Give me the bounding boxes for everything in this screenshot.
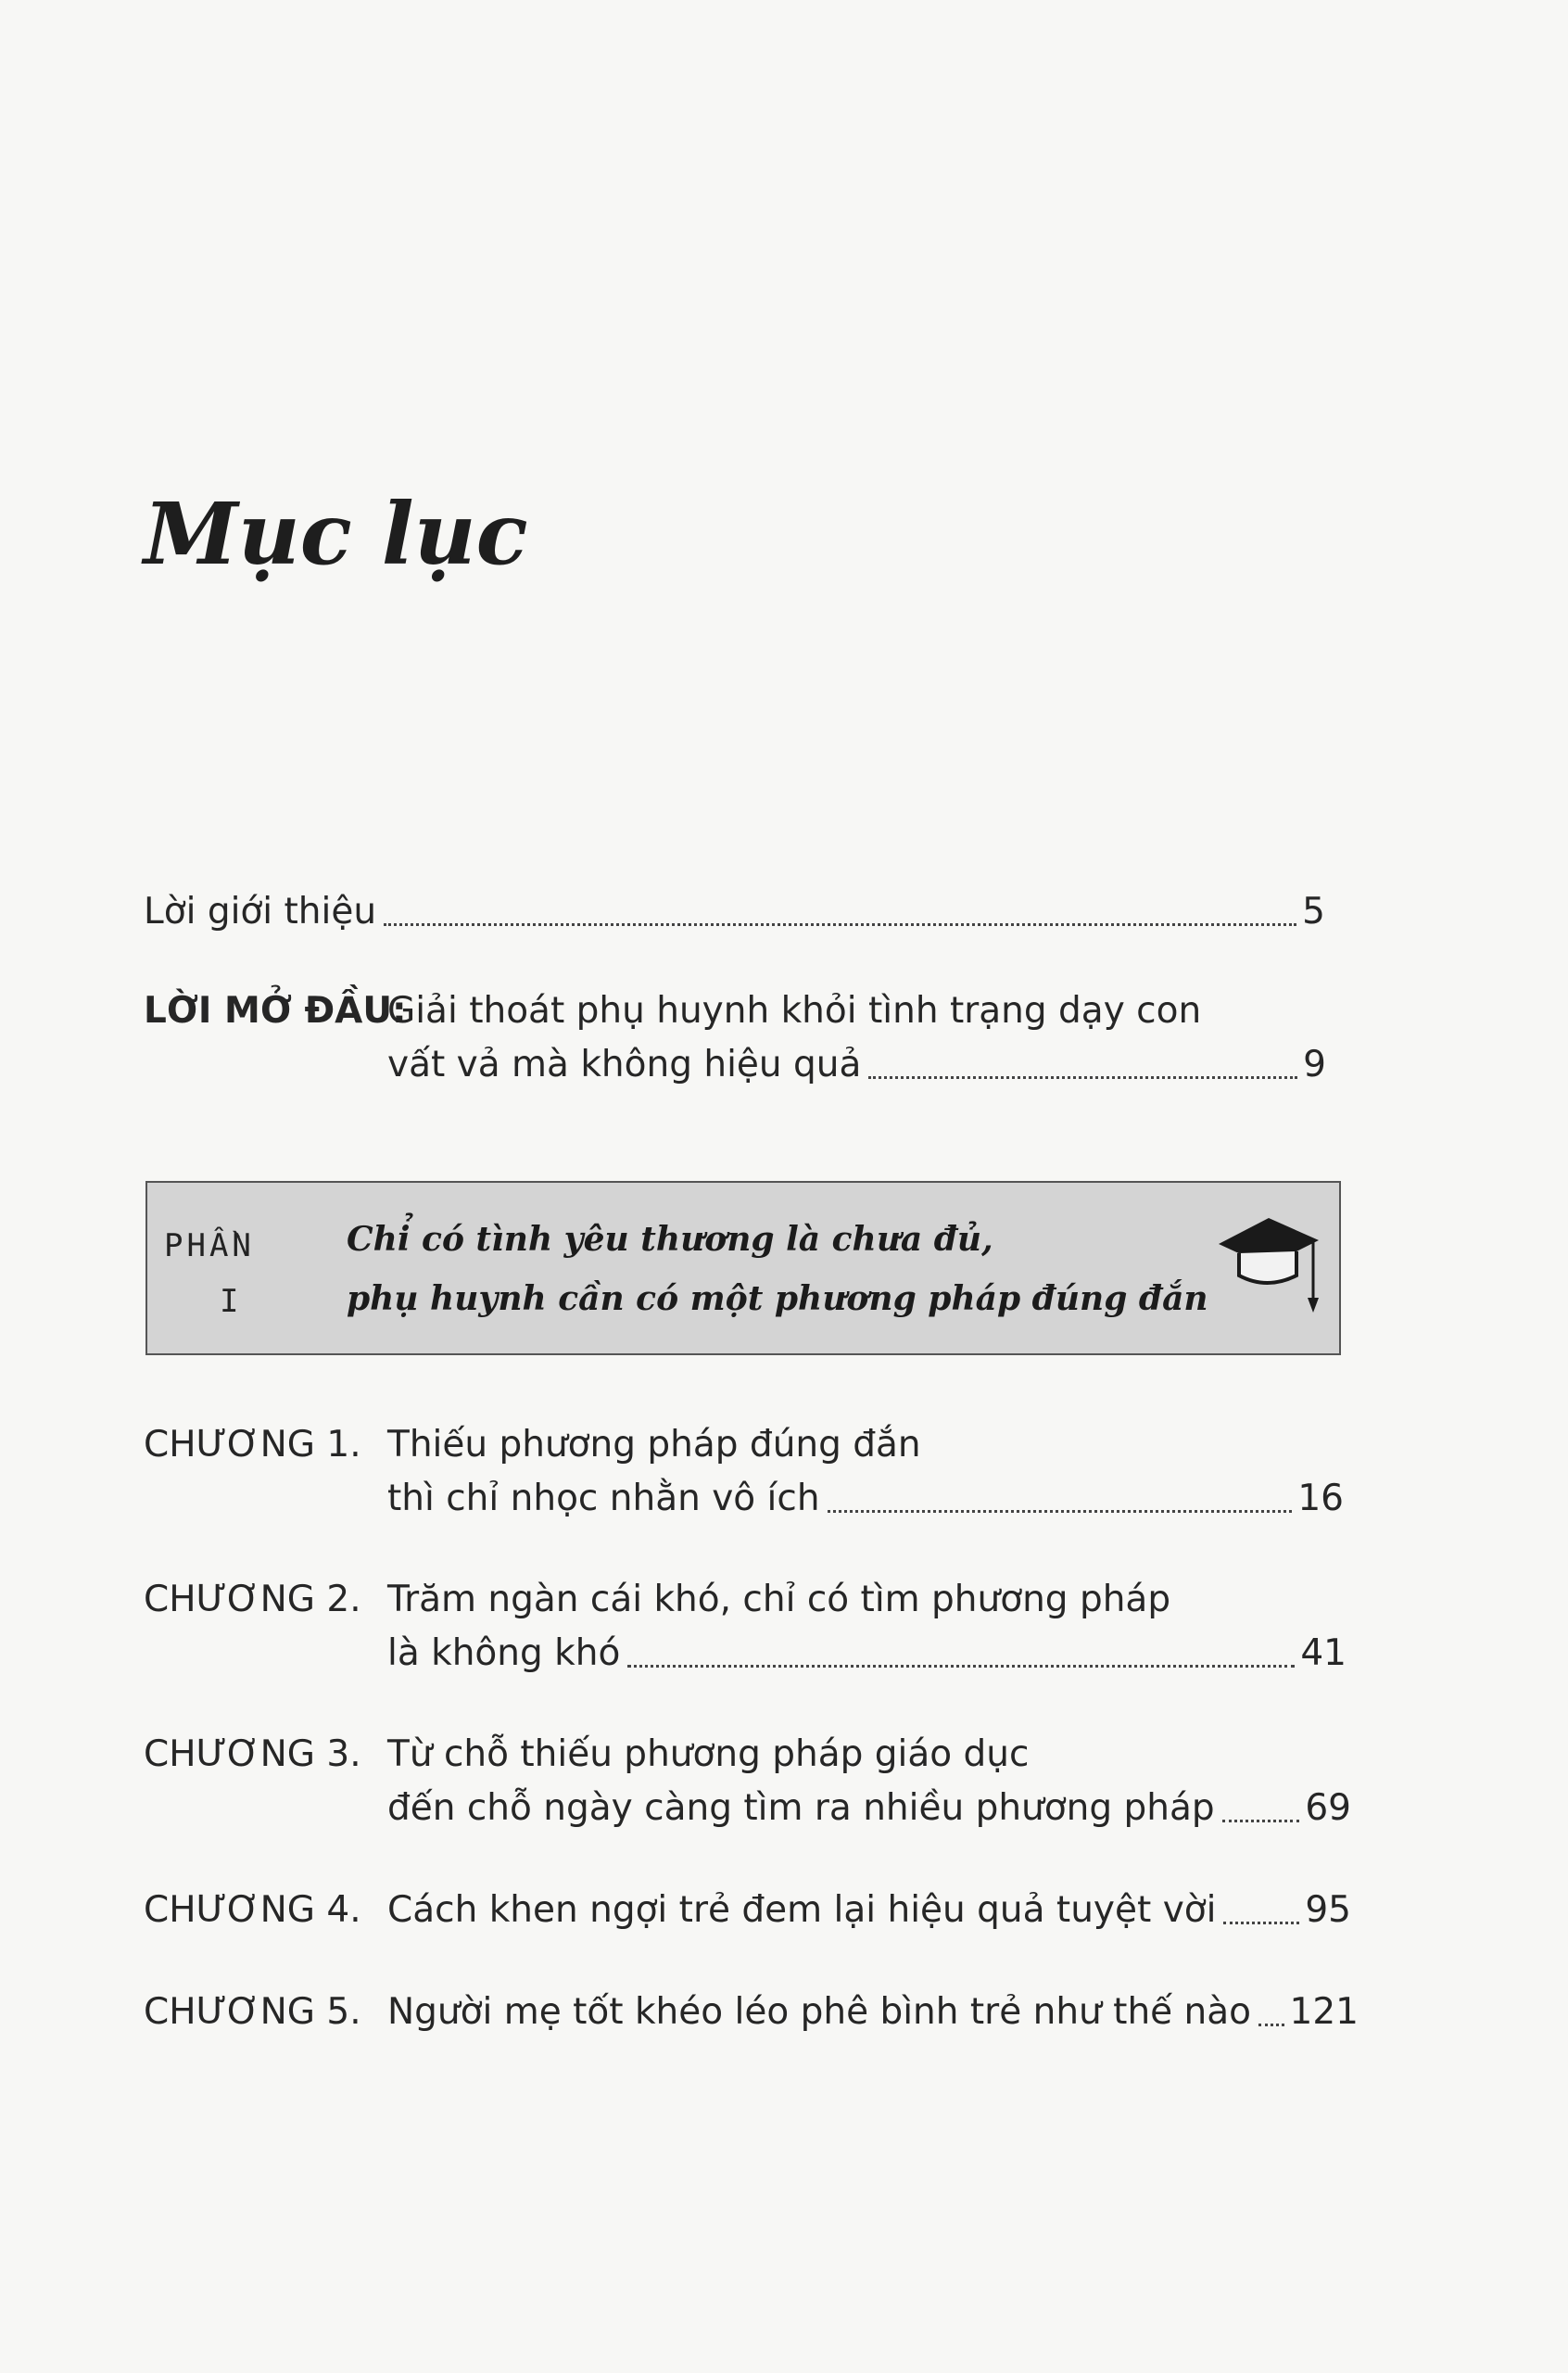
toc-entry-last-line xyxy=(387,1038,1326,1092)
toc-page-number: 69 xyxy=(1305,1787,1351,1829)
toc-page-number: 9 xyxy=(1303,1044,1326,1085)
toc-entry-line: Giải thoát phụ huynh khỏi tình trạng dạy con xyxy=(387,990,1202,1032)
dot-leader xyxy=(1222,1820,1300,1822)
part-title-line-1: Chỉ có tình yêu thương là chưa đủ, xyxy=(347,1220,993,1259)
part-banner xyxy=(145,1181,1341,1355)
toc-entry-chapter-3[interactable] xyxy=(387,1728,1351,1835)
dot-leader xyxy=(1223,1922,1299,1924)
graduation-cap-icon xyxy=(1211,1198,1322,1318)
toc-entry-line: Cách khen ngợi trẻ đem lại hiệu quả tuyệt vời xyxy=(387,1889,1217,1931)
toc-page-number: 5 xyxy=(1302,891,1325,933)
toc-entry-line: là không khó xyxy=(387,1632,621,1674)
toc-entry-last-line xyxy=(387,1782,1351,1835)
toc-entry-last-line xyxy=(387,1627,1347,1681)
toc-entry-chapter-1[interactable] xyxy=(387,1418,1344,1526)
toc-entry-chapter-4[interactable] xyxy=(387,1884,1351,1937)
chapter-label: CHƯƠNG 2. xyxy=(144,1579,361,1620)
toc-entry-chapter-2[interactable] xyxy=(387,1573,1347,1681)
part-label: PHẦN xyxy=(164,1227,255,1264)
toc-entry-line: thì chỉ nhọc nhằn vô ích xyxy=(387,1478,820,1519)
toc-page-number: 121 xyxy=(1289,1991,1359,2033)
page-title: Mục lục xyxy=(144,484,528,584)
toc-entry-label: Lời giới thiệu xyxy=(144,891,377,933)
toc-entry-line: đến chỗ ngày càng tìm ra nhiều phương pháp xyxy=(387,1787,1215,1829)
toc-entry-opening[interactable] xyxy=(387,984,1326,1092)
toc-entry-line: Trăm ngàn cái khó, chỉ có tìm phương pháp xyxy=(387,1579,1171,1620)
chapter-label: CHƯƠNG 5. xyxy=(144,1991,361,2033)
toc-entry-last-line xyxy=(387,1986,1359,2039)
toc-entry-last-line xyxy=(387,1472,1344,1526)
dot-leader xyxy=(627,1665,1295,1668)
dot-leader xyxy=(868,1076,1297,1079)
dot-leader xyxy=(828,1510,1293,1513)
toc-entry-line: Từ chỗ thiếu phương pháp giáo dục xyxy=(387,1733,1030,1775)
part-number: I xyxy=(220,1283,239,1320)
toc-entry-line: Người mẹ tốt khéo léo phê bình trẻ như thế nào xyxy=(387,1991,1252,2033)
chapter-label: CHƯƠNG 3. xyxy=(144,1733,361,1775)
chapter-label: CHƯƠNG 1. xyxy=(144,1424,361,1466)
toc-page-number: 41 xyxy=(1300,1632,1347,1674)
toc-entry-intro[interactable] xyxy=(144,885,1325,939)
part-title-line-2: phụ huynh cần có một phương pháp đúng đắn xyxy=(347,1279,1208,1318)
chapter-label: CHƯƠNG 4. xyxy=(144,1889,361,1931)
toc-entry-line: vất vả mà không hiệu quả xyxy=(387,1044,862,1085)
toc-entry-opening-label: LỜI MỞ ĐẦU: xyxy=(144,990,407,1032)
dot-leader xyxy=(1258,2024,1284,2026)
toc-entry-last-line xyxy=(387,1884,1351,1937)
dot-leader xyxy=(384,923,1296,926)
show-through-text xyxy=(704,269,715,306)
toc-entry-line: Thiếu phương pháp đúng đắn xyxy=(387,1424,921,1466)
toc-entry-chapter-5[interactable] xyxy=(387,1986,1359,2039)
toc-page-number: 16 xyxy=(1297,1478,1344,1519)
toc-page-number: 95 xyxy=(1305,1889,1351,1931)
